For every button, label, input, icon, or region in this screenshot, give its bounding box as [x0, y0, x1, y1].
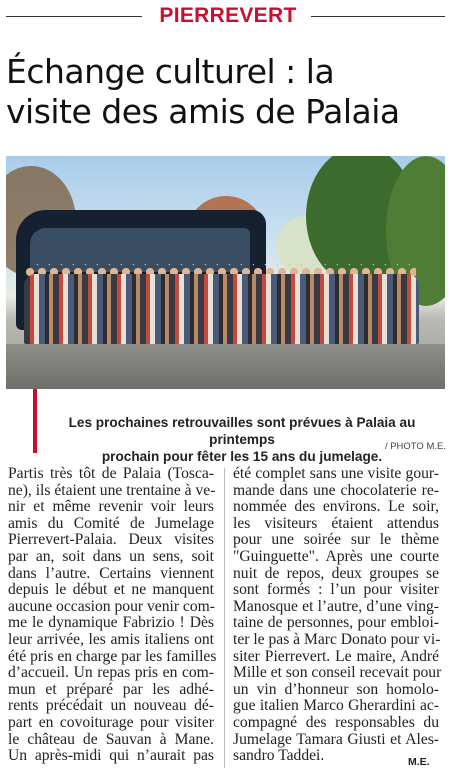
- body-line: d’accueil. Un repas pris en com-: [8, 664, 214, 682]
- body-line: aucune occasion pour venir com-: [8, 597, 215, 615]
- body-line: dans l’autre. Certains viennent: [8, 564, 214, 582]
- body-line: Jumelage Tamara Giusti et Ales-: [233, 730, 439, 748]
- body-line: me le dynamique Fabrizio ! Dès: [8, 614, 214, 632]
- body-line: part en covoiturage pour visiter: [8, 713, 214, 731]
- column-divider: [224, 468, 225, 768]
- ground: [6, 344, 445, 389]
- group-photo: [6, 156, 445, 389]
- body-line: Un après-midi qui n’aurait pas: [8, 747, 214, 765]
- section-rule-right: [311, 16, 445, 17]
- body-line: ter le pas à Marc Donato pour vi-: [233, 630, 441, 648]
- body-line: un vin d’honneur son homolo-: [233, 680, 439, 698]
- body-line: Partis très tôt de Palaia (Tosca-: [8, 465, 214, 482]
- photo-credit: / PHOTO M.E.: [384, 441, 446, 452]
- body-line: nommée des environs. Le soir,: [233, 498, 439, 516]
- body-line: nir et même revenir voir leurs: [8, 498, 214, 516]
- headline-line: Échange culturel : la: [6, 52, 335, 91]
- body-line: les visiteurs étaient attendus: [233, 514, 439, 532]
- caption-line: prochain pour fêter les 15 ans du jumelage.: [101, 449, 383, 464]
- author-signature: M.E.: [408, 756, 430, 768]
- section-label: PIERREVERT: [159, 4, 297, 27]
- headline: [6, 52, 446, 132]
- body-column-2: [233, 465, 442, 765]
- body-line: compagné des responsables du: [233, 713, 439, 731]
- body-line: ne), ils étaient une trentaine à ve-: [8, 481, 216, 499]
- caption-line: Les prochaines retrouvailles sont prévues à Palaia au printemps: [68, 415, 416, 447]
- caption-accent-bar: [33, 389, 37, 453]
- body-line: "Guinguette". Après une courte: [233, 547, 439, 565]
- body-line: mande dans une chocolaterie re-: [233, 481, 439, 499]
- body-line: siter Pierrevert. Le maire, André: [233, 647, 439, 665]
- body-line: Mille et son conseil recevait pour: [233, 664, 442, 682]
- group-people: [24, 274, 419, 344]
- body-line: pour une soirée sur le thème: [233, 531, 439, 549]
- photo-caption: [42, 414, 442, 465]
- body-line: gue italien Marco Gherardini ac-: [233, 697, 439, 715]
- body-line: depuis le début et ne manquent: [8, 581, 214, 599]
- body-line: Pierrevert-Palaia. Deux visites: [8, 531, 214, 549]
- body-line: le château de Sauvan à Mane.: [8, 730, 214, 748]
- body-line: taine de personnes, pour embloi-: [233, 614, 439, 632]
- body-line: sont formés : l’un pour visiter: [233, 581, 439, 599]
- body-line: sandro Taddei.: [233, 747, 325, 765]
- body-line: Manosque et l’autre, d’une ving-: [233, 597, 439, 615]
- body-line: été pris en charge par les familles: [8, 647, 217, 665]
- headline-line: visite des amis de Palaia: [6, 92, 400, 131]
- body-line: rents précédait un nouveau dé-: [8, 697, 214, 715]
- body-line: mun et préparé par les adhé-: [8, 680, 214, 698]
- body-line: par an, soit dans un sens, soit: [8, 547, 214, 565]
- body-line: leur arrivée, les amis italiens ont: [8, 630, 214, 648]
- body-column-1: [8, 465, 217, 765]
- body-line: nuit de repos, deux groupes se: [233, 564, 439, 582]
- body-line: amis du Comité de Jumelage: [8, 514, 214, 532]
- section-rule-left: [6, 16, 142, 17]
- body-line: été complet sans une visite gour-: [233, 465, 439, 482]
